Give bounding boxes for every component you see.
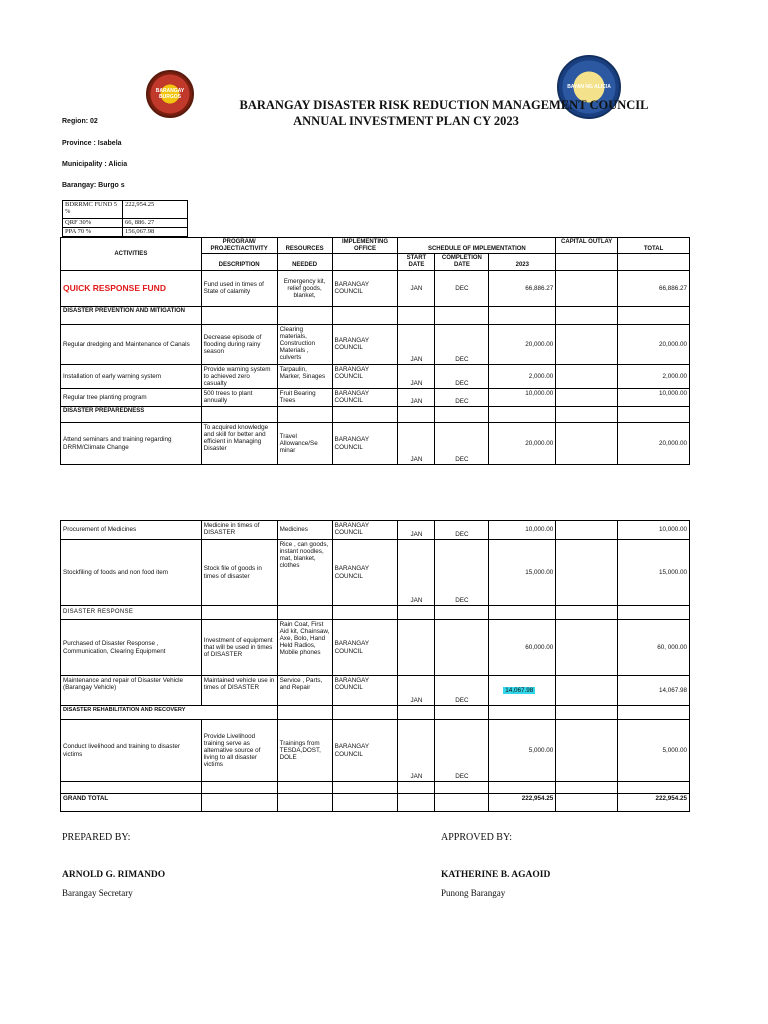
row-end: DEC: [435, 676, 489, 706]
document-title: BARANGAY DISASTER RISK REDUCTION MANAGEMENT COUNCIL: [239, 98, 649, 112]
col-start: START DATE: [398, 254, 435, 270]
table-row: [61, 270, 690, 306]
row-end: DEC: [435, 270, 489, 306]
fund-value: 156,067.98: [123, 228, 188, 237]
col-schedule: SCHEDULE OF IMPLEMENTATION: [398, 238, 556, 254]
row-activity: Purchased of Disaster Response , Communication, Clearing Equipment: [61, 620, 202, 676]
row-desc: Stock file of goods in times of disaster: [201, 540, 277, 606]
grand-total-row: [61, 794, 690, 812]
row-desc: Fund used in times of State of calamity: [201, 270, 277, 306]
fund-row: [63, 201, 188, 219]
row-office: BARANGAY COUNCIL: [332, 620, 398, 676]
row-total: 10,000.00: [618, 521, 690, 540]
row-start: JAN: [398, 270, 435, 306]
section-label: DISASTER PREVENTION AND MITIGATION: [61, 306, 202, 324]
row-resources: Clearing materials, Construction Materials , culverts: [277, 324, 332, 364]
table-row: [61, 423, 690, 465]
section-label: DISASTER RESPONSE: [61, 606, 202, 620]
prepared-by-label: PREPARED BY:: [62, 832, 131, 843]
row-desc: Provide Livelihood training serve as alternative source of living to all disaster victims: [201, 720, 277, 782]
row-resources: Fruit Bearing Trees: [277, 389, 332, 407]
row-resources: Trainings from TESDA,DOST, DOLE: [277, 720, 332, 782]
row-amount: 2,000.00: [489, 364, 556, 388]
fund-summary-table: [62, 200, 188, 237]
section-row: [61, 306, 690, 324]
qrf-activity: QUICK RESPONSE FUND: [61, 270, 202, 306]
row-end: DEC: [435, 423, 489, 465]
col-program: PROGRAM/ PROJECT/ACTIVITY: [201, 238, 277, 254]
row-amount: 15,000.00: [489, 540, 556, 606]
row-amount: 66,886.27: [489, 270, 556, 306]
row-desc: Investment of equipment that will be used in times of DISASTER: [201, 620, 277, 676]
table-row: [61, 720, 690, 782]
col-activities: ACTIVITIES: [61, 238, 202, 271]
fund-label: QRF 30%: [63, 219, 123, 228]
row-start: JAN: [398, 676, 435, 706]
table-row: [61, 540, 690, 606]
col-description: DESCRIPTION: [201, 254, 277, 270]
approved-by-position: Punong Barangay: [441, 888, 506, 898]
row-amount: 10,000.00: [489, 521, 556, 540]
row-amount: 10,000.00: [489, 389, 556, 407]
row-resources: Travel Allowance/Se minar: [277, 423, 332, 465]
row-total: 5,000.00: [618, 720, 690, 782]
investment-plan-table-2: [60, 520, 690, 812]
region-label: Region: 02: [62, 118, 98, 125]
prepared-by-name: ARNOLD G. RIMANDO: [62, 870, 166, 880]
row-desc: Medicine in times of DISASTER: [201, 521, 277, 540]
row-office: BARANGAY COUNCIL: [332, 521, 398, 540]
table-row: [61, 389, 690, 407]
row-total: 14,067.98: [618, 676, 690, 706]
fund-label: PPA 70 %: [63, 228, 123, 237]
row-office: BARANGAY COUNCIL: [332, 423, 398, 465]
row-office: BARANGAY COUNCIL: [332, 389, 398, 407]
row-start: JAN: [398, 540, 435, 606]
section-label: DISASTER PREPAREDNESS: [61, 407, 202, 423]
row-end: DEC: [435, 389, 489, 407]
row-end: DEC: [435, 324, 489, 364]
row-resources: Rain Coat, First Aid kit, Chainsaw, Axe, Bolo, Hand Held Radios, Mobile phones: [277, 620, 332, 676]
row-total: 10,000.00: [618, 389, 690, 407]
row-activity: Maintenance and repair of Disaster Vehicle (Barangay Vehicle): [61, 676, 202, 706]
grand-total-amount: 222,954.25: [489, 794, 556, 812]
row-office: BARANGAY COUNCIL: [332, 324, 398, 364]
table-row: [61, 521, 690, 540]
col-needed: NEEDED: [277, 254, 332, 270]
grand-total-value: 222,954.25: [618, 794, 690, 812]
section-row: [61, 606, 690, 620]
row-start: JAN: [398, 389, 435, 407]
row-activity: Procurement of Medicines: [61, 521, 202, 540]
fund-row: [63, 219, 188, 228]
row-total: 20,000.00: [618, 324, 690, 364]
row-start: JAN: [398, 521, 435, 540]
row-office: BARANGAY COUNCIL: [332, 540, 398, 606]
row-resources: Medicines: [277, 521, 332, 540]
row-desc: To acquired knowledge and skill for better and efficient in Managing Disaster: [201, 423, 277, 465]
row-activity: Stockfiling of foods and non food item: [61, 540, 202, 606]
province-label: Province : Isabela: [62, 140, 122, 147]
row-desc: Maintained vehicle use in times of DISASTER: [201, 676, 277, 706]
row-total: 66,886.27: [618, 270, 690, 306]
grand-total-label: GRAND TOTAL: [61, 794, 202, 812]
row-activity: Attend seminars and training regarding DRRM/Climate Change: [61, 423, 202, 465]
row-office: BARANGAY COUNCIL: [332, 676, 398, 706]
row-start: JAN: [398, 324, 435, 364]
row-total: 15,000.00: [618, 540, 690, 606]
row-desc: Decrease episode of flooding during rainy season: [201, 324, 277, 364]
section-label: DISASTER REHABILITATION AND RECOVERY: [61, 706, 278, 720]
row-activity: Regular tree planting program: [61, 389, 202, 407]
row-activity: Conduct livelihood and training to disaster victims: [61, 720, 202, 782]
row-start: JAN: [398, 720, 435, 782]
row-resources: Tarpaulin, Marker, Sinages: [277, 364, 332, 388]
fund-row: [63, 228, 188, 237]
row-office: BARANGAY COUNCIL: [332, 270, 398, 306]
row-end: DEC: [435, 540, 489, 606]
row-amount: 20,000.00: [489, 423, 556, 465]
row-start: JAN: [398, 423, 435, 465]
col-resources: RESOURCES: [277, 238, 332, 254]
table-row: [61, 782, 690, 794]
document-subtitle: ANNUAL INVESTMENT PLAN CY 2023: [293, 114, 519, 128]
col-implementing: IMPLEMENTING OFFICE: [332, 238, 398, 254]
row-end: DEC: [435, 720, 489, 782]
row-desc: Provide warning system to achieved zero casualty: [201, 364, 277, 388]
row-amount: 5,000.00: [489, 720, 556, 782]
row-resources: Rice , can goods, instant noodles, mat, blanket, clothes: [277, 540, 332, 606]
col-total: TOTAL: [618, 238, 690, 254]
row-amount: 20,000.00: [489, 324, 556, 364]
seal-left-text: BARANGAY BURGOS: [155, 88, 185, 100]
col-completion: COMPLETION DATE: [435, 254, 489, 270]
row-activity: Regular dredging and Maintenance of Canals: [61, 324, 202, 364]
table-row: [61, 676, 690, 706]
section-row: [61, 407, 690, 423]
row-total: 20,000.00: [618, 423, 690, 465]
fund-value: 222,954.25: [123, 201, 188, 219]
row-resources: Service , Parts, and Repair: [277, 676, 332, 706]
barangay-label: Barangay: Burgo s: [62, 182, 125, 189]
investment-plan-table-1: [60, 237, 690, 465]
row-desc: 500 trees to plant annually: [201, 389, 277, 407]
row-activity: Installation of early warning system: [61, 364, 202, 388]
row-total: 60, 000.00: [618, 620, 690, 676]
approved-by-label: APPROVED BY:: [441, 832, 513, 843]
header-row: [61, 238, 690, 254]
row-end: DEC: [435, 364, 489, 388]
row-amount-highlighted: 14,067.98: [505, 686, 534, 694]
col-capital: CAPITAL OUTLAY: [556, 238, 618, 254]
col-year: 2023: [489, 254, 556, 270]
approved-by-name: KATHERINE B. AGAOID: [441, 870, 551, 880]
row-resources: Emergency kit, relief goods, blanket,: [277, 270, 332, 306]
row-start: JAN: [398, 364, 435, 388]
row-total: 2,000.00: [618, 364, 690, 388]
fund-label: BDRRMC FUND 5 %: [63, 201, 123, 219]
table-row: [61, 324, 690, 364]
municipality-label: Municipality : Alicia: [62, 161, 128, 168]
seal-right-text: BAYAN NG ALICIA: [567, 84, 611, 90]
row-amount: 60,000.00: [489, 620, 556, 676]
prepared-by-position: Barangay Secretary: [62, 888, 133, 898]
row-office: BARANGAY COUNCIL: [332, 364, 398, 388]
table-row: [61, 364, 690, 388]
row-end: DEC: [435, 521, 489, 540]
table-row: [61, 620, 690, 676]
section-row: [61, 706, 690, 720]
fund-value: 66, 886. 27: [123, 219, 188, 228]
row-office: BARANGAY COUNCIL: [332, 720, 398, 782]
